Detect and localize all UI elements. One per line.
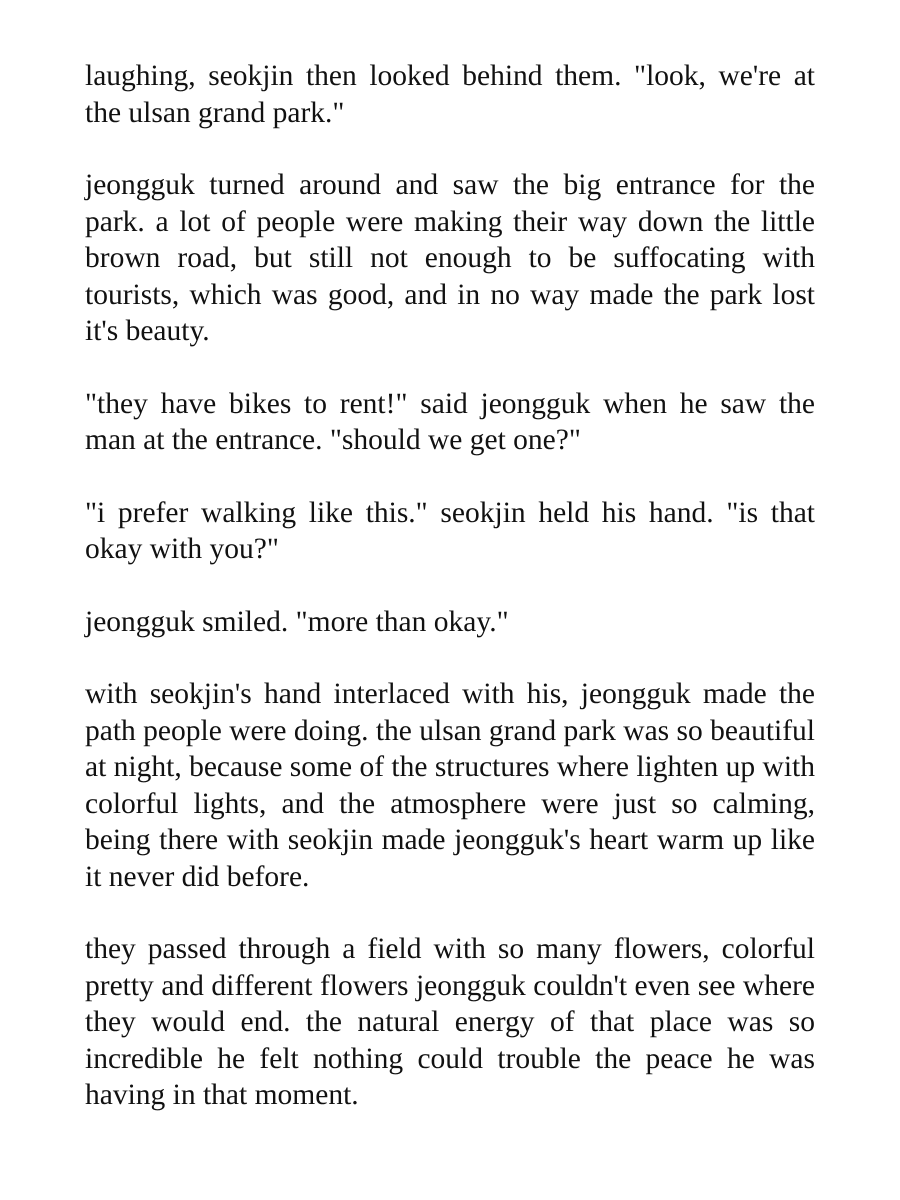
paragraph-3: "they have bikes to rent!" said jeongguk when he saw the man at the entrance. "should we get one?" xyxy=(85,387,815,456)
paragraph-4: "i prefer walking like this." seokjin held his hand. "is that okay with you?" xyxy=(85,496,815,565)
paragraph-6: with seokjin's hand interlaced with his, jeongguk made the path people were doing. the ulsan grand park was so beautiful at night, because some of the structures where lighten up with colorful lights, and the atmosphere were just so calming, being there with seokjin made jeongguk's heart warm up like it never did before. xyxy=(85,678,815,893)
paragraph-1: laughing, seokjin then looked behind them. "look, we're at the ulsan grand park." xyxy=(85,60,815,129)
paragraph-7: they passed through a field with so many flowers, colorful pretty and different flowers jeongguk couldn't even see where they would end. the natural energy of that place was so incredible he felt nothing could trouble the peace he was having in that moment. xyxy=(85,933,815,1111)
paragraph-5: jeongguk smiled. "more than okay." xyxy=(85,605,509,638)
paragraph-2: jeongguk turned around and saw the big entrance for the park. a lot of people were making their way down the little brown road, but still not enough to be suffocating with tourists, which was good, and in no way made the park lost it's beauty. xyxy=(85,169,815,347)
